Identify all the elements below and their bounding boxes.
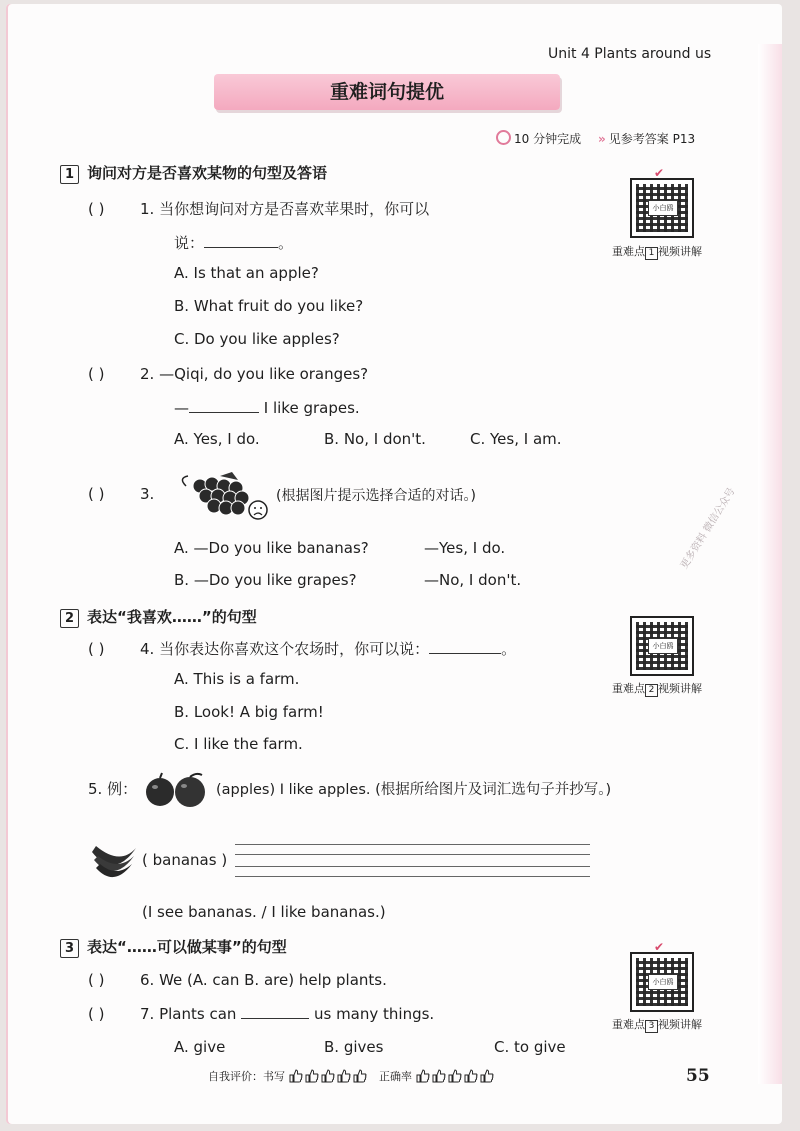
q3-hint: (根据图片提示选择合适的对话。) bbox=[276, 488, 476, 504]
q3-option-a-line1: A. —Do you like bananas? bbox=[174, 539, 369, 557]
answer-paren[interactable]: ( ) bbox=[88, 640, 105, 658]
q3-option-b-line1: B. —Do you like grapes? bbox=[174, 571, 357, 589]
q2-option-b: B. No, I don't. bbox=[324, 430, 426, 448]
page-edge-decoration bbox=[758, 44, 782, 1084]
writing-line[interactable] bbox=[235, 866, 590, 867]
answer-blank[interactable] bbox=[241, 1004, 309, 1019]
thumbs-up-icon[interactable] bbox=[464, 1069, 478, 1083]
thumbs-up-icon[interactable] bbox=[448, 1069, 462, 1083]
question-7: ( ) 7. Plants can us many things. bbox=[88, 1005, 435, 1023]
writing-line[interactable] bbox=[235, 844, 590, 845]
q1-option-a: A. Is that an apple? bbox=[174, 264, 319, 282]
double-chevron-icon: » bbox=[598, 132, 606, 146]
thumbs-up-icon[interactable] bbox=[480, 1069, 494, 1083]
q5-word: ( bananas ) bbox=[142, 851, 228, 869]
section-1-heading: 1 询问对方是否喜欢某物的句型及答语 bbox=[60, 162, 327, 184]
question-1: ( ) 1. 当你想询问对方是否喜欢苹果时，你可以 bbox=[88, 200, 430, 218]
question-6: ( ) 6. We (A. can B. are) help plants. bbox=[88, 971, 387, 989]
antenna-icon: ✔ bbox=[654, 940, 665, 954]
section-2-heading: 2 表达“我喜欢……”的句型 bbox=[60, 606, 257, 628]
watermark: 更多资料 微信公众号 bbox=[678, 486, 738, 571]
qr-code-1[interactable]: 小白鸥 ✔ bbox=[630, 178, 694, 238]
answer-paren[interactable]: ( ) bbox=[88, 485, 105, 503]
q4-option-c: C. I like the farm. bbox=[174, 735, 303, 753]
q5-example-text: (apples) I like apples. (根据所给图片及词汇选句子并抄写。) bbox=[216, 782, 612, 798]
q4-option-a: A. This is a farm. bbox=[174, 670, 300, 688]
thumbs-up-icon[interactable] bbox=[353, 1069, 367, 1083]
qr-code-2[interactable]: 小白鸥 bbox=[630, 616, 694, 676]
qr-label-2: 重难点 2 视频讲解 bbox=[612, 682, 702, 695]
page-number: 55 bbox=[686, 1066, 710, 1086]
section-3-heading: 3 表达“……可以做某事”的句型 bbox=[60, 936, 287, 958]
self-evaluation: 自我评价：书写 正确率 bbox=[208, 1068, 496, 1084]
q3-option-a-line2: —Yes, I do. bbox=[424, 539, 506, 557]
q2-option-c: C. Yes, I am. bbox=[470, 430, 562, 448]
apples-image bbox=[144, 772, 214, 808]
q7-option-a: A. give bbox=[174, 1038, 226, 1056]
q7-option-b: B. gives bbox=[324, 1038, 384, 1056]
qr-label-1: 重难点 1 视频讲解 bbox=[612, 245, 702, 258]
qr-label-3: 重难点 3 视频讲解 bbox=[612, 1018, 702, 1031]
grapes-sad-face-image bbox=[176, 472, 274, 522]
answer-paren[interactable]: ( ) bbox=[88, 200, 105, 218]
thumbs-up-icon[interactable] bbox=[289, 1069, 303, 1083]
writing-line[interactable] bbox=[235, 876, 590, 877]
clock-icon bbox=[496, 130, 511, 145]
thumbs-up-icon[interactable] bbox=[305, 1069, 319, 1083]
writing-line[interactable] bbox=[235, 854, 590, 855]
q4-option-b: B. Look! A big farm! bbox=[174, 703, 324, 721]
answer-blank[interactable] bbox=[429, 639, 501, 654]
answer-blank[interactable] bbox=[189, 398, 259, 413]
q1-option-b: B. What fruit do you like? bbox=[174, 297, 364, 315]
question-2: ( ) 2. —Qiqi, do you like oranges? bbox=[88, 365, 369, 383]
thumbs-up-icon[interactable] bbox=[432, 1069, 446, 1083]
answer-paren[interactable]: ( ) bbox=[88, 971, 105, 989]
unit-header: Unit 4 Plants around us bbox=[548, 46, 712, 62]
thumbs-up-icon[interactable] bbox=[321, 1069, 335, 1083]
antenna-icon: ✔ bbox=[654, 166, 665, 180]
q2-option-a: A. Yes, I do. bbox=[174, 430, 260, 448]
q7-option-c: C. to give bbox=[494, 1038, 566, 1056]
qr-code-3[interactable]: 小白鸥 ✔ bbox=[630, 952, 694, 1012]
answer-paren[interactable]: ( ) bbox=[88, 365, 105, 383]
question-4: ( ) 4. 当你表达你喜欢这个农场时，你可以说： 。 bbox=[88, 640, 517, 658]
q3-option-b-line2: —No, I don't. bbox=[424, 571, 522, 589]
question-1-stem-line2: 说： 。 bbox=[174, 234, 294, 252]
time-limit: 10 分钟完成 bbox=[496, 130, 581, 147]
page-title: 重难词句提优 bbox=[214, 74, 560, 110]
q1-option-c: C. Do you like apples? bbox=[174, 330, 340, 348]
answer-paren[interactable]: ( ) bbox=[88, 1005, 105, 1023]
thumbs-up-icon[interactable] bbox=[337, 1069, 351, 1083]
answer-blank[interactable] bbox=[204, 233, 278, 248]
answer-reference: » 见参考答案 P13 bbox=[598, 132, 696, 146]
question-3: ( ) 3. bbox=[88, 485, 155, 503]
bananas-image bbox=[90, 840, 138, 880]
question-5: 5. 例： bbox=[88, 780, 138, 798]
q5-options: (I see bananas. / I like bananas.) bbox=[142, 903, 386, 921]
thumbs-up-icon[interactable] bbox=[416, 1069, 430, 1083]
question-2-line2: — I like grapes. bbox=[174, 399, 360, 417]
